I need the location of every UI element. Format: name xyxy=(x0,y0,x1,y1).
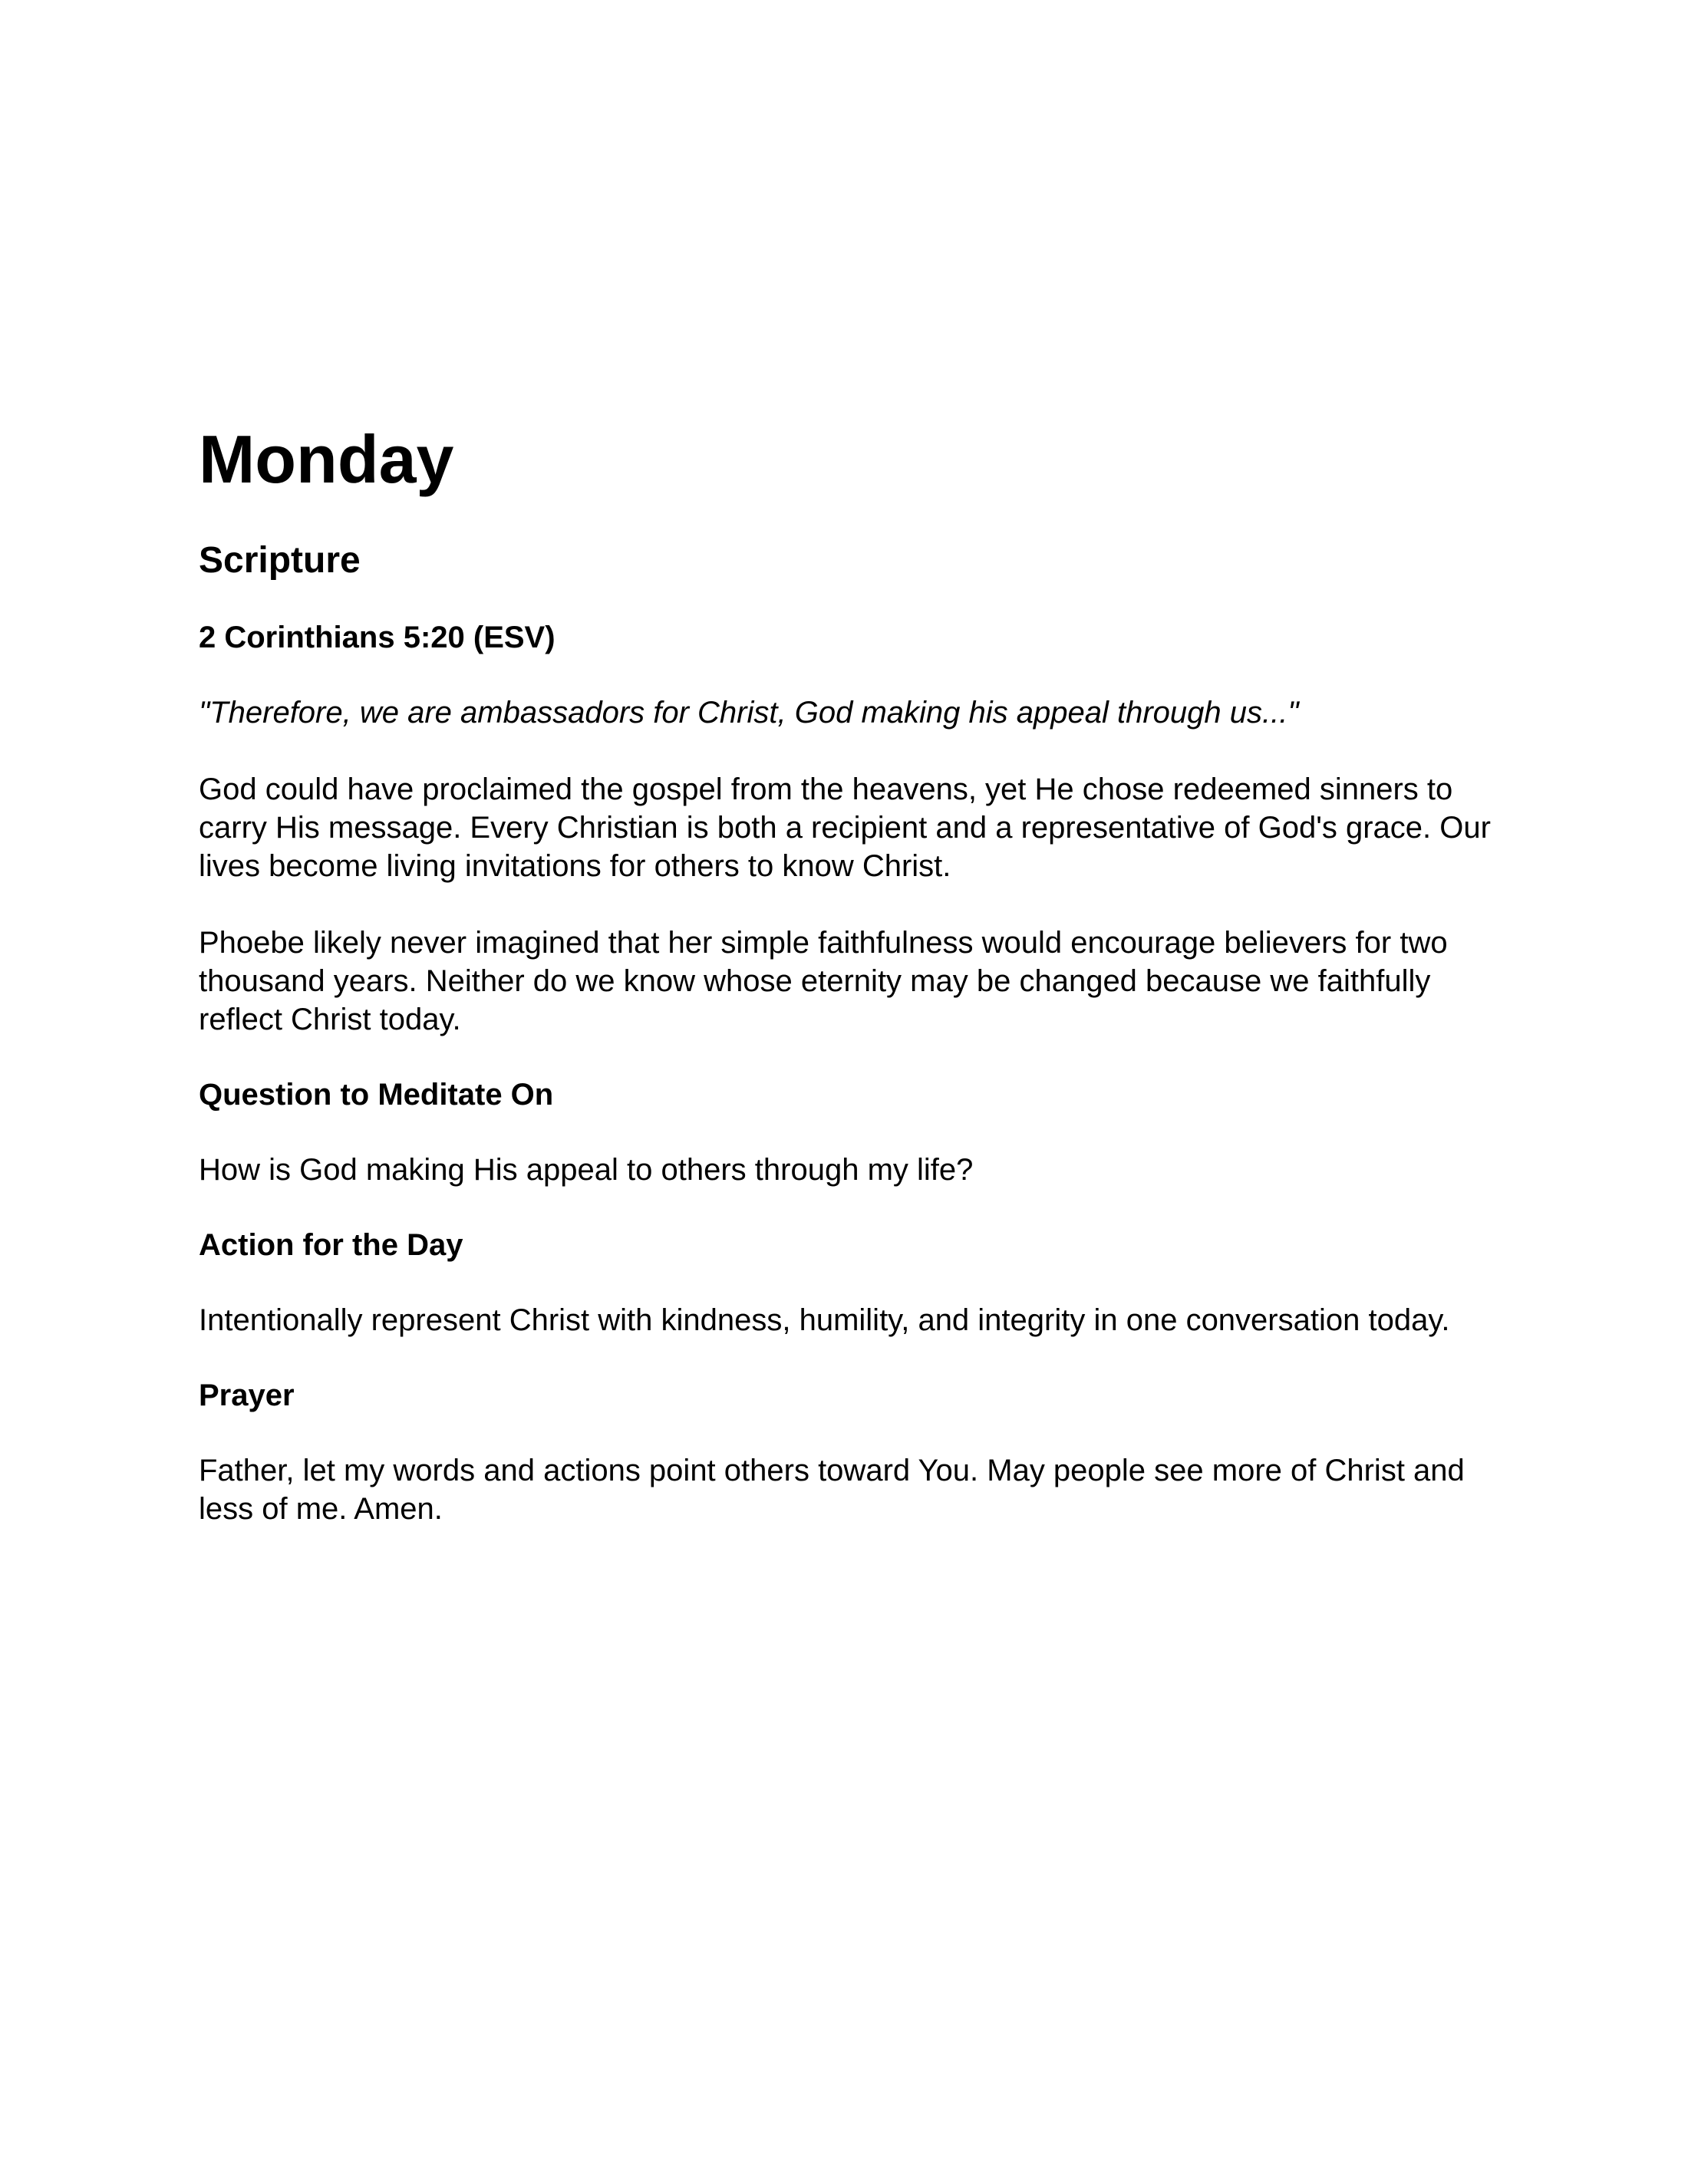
scripture-heading: Scripture xyxy=(199,540,361,581)
question-heading: Question to Meditate On xyxy=(199,1078,554,1112)
scripture-reference: 2 Corinthians 5:20 (ESV) xyxy=(199,621,556,655)
action-heading: Action for the Day xyxy=(199,1228,463,1263)
page-title: Monday xyxy=(199,421,454,497)
document-page xyxy=(199,420,1503,1528)
scripture-quote: "Therefore, we are ambassadors for Christ, God making his appeal through us..." xyxy=(199,696,1299,730)
question-text: How is God making His appeal to others through my life? xyxy=(199,1153,974,1188)
prayer-text: Father, let my words and actions point others toward You. May people see more of Christ and less of me. Amen. xyxy=(199,1454,1465,1527)
devotional-paragraph-2: Phoebe likely never imagined that her simple faithfulness would encourage believers for two thousand years. Neither do we know whose eternity may be changed because we faithfully reflect Christ today. xyxy=(199,926,1448,1037)
action-text: Intentionally represent Christ with kindness, humility, and integrity in one conversation today. xyxy=(199,1303,1450,1338)
devotional-paragraph-1: God could have proclaimed the gospel from the heavens, yet He chose redeemed sinners to carry His message. Every Christian is both a recipient and a representative of God's grace. Our lives become living invitations for others to know Christ. xyxy=(199,772,1491,884)
prayer-heading: Prayer xyxy=(199,1379,295,1413)
